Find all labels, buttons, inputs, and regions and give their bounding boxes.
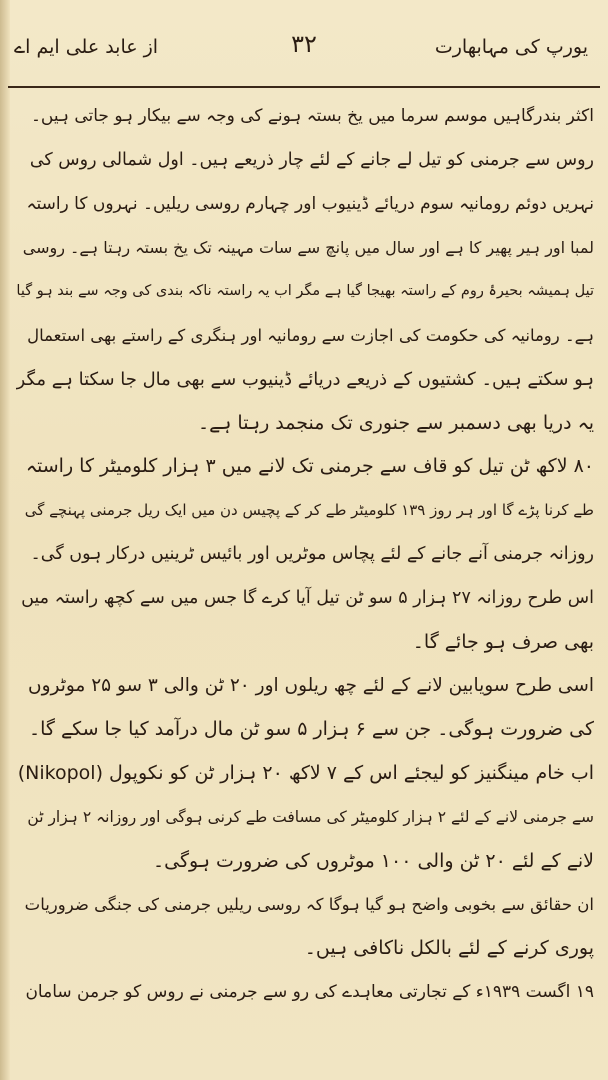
page-spine-shadow	[0, 0, 10, 1080]
text-line: تیل ہمیشہ بحیرۂ روم کے راستہ بھیجا گیا ہے مگر اب یہ راستہ ناکہ بندی کی وجہ سے بند ہو گیا	[16, 283, 594, 300]
text-line: اکثر بندرگاہیں موسم سرما میں یخ بستہ ہونے کی وجہ سے بیکار ہو جاتی ہیں۔	[30, 106, 594, 126]
header-rule	[8, 86, 600, 88]
page-number: ۳۲	[291, 30, 317, 58]
text-line: لمبا اور ہیر پھیر کا ہے اور سال میں پانچ سے سات مہینہ تک یخ بستہ رہتا ہے۔ روسی	[22, 238, 594, 258]
text-line: یہ دریا بھی دسمبر سے جنوری تک منجمد رہتا ہے۔	[197, 411, 594, 434]
text-line: نہریں دوئم رومانیہ سوم دریائے ڈینیوب اور چہارم روسی ریلیں۔ نہروں کا راستہ	[26, 193, 594, 214]
header-book-title: یورپ کی مہابھارت	[434, 36, 588, 58]
text-line: پوری کرنے کے لئے بالکل ناکافی ہیں۔	[304, 937, 594, 960]
text-line: ہو سکتے ہیں۔ کشتیوں کے ذریعے دریائے ڈینیوب سے بھی مال جا سکتا ہے مگر	[16, 368, 594, 390]
text-line: اس طرح روزانہ ۲۷ ہزار ۵ سو ٹن تیل آیا کرے گا جس میں سے کچھ راستہ میں	[21, 587, 594, 608]
running-header	[0, 30, 608, 64]
text-line: اب خام مینگنیز کو لیجئے اس کے ۷ لاکھ ۲۰ ہزار ٹن کو نکوپول (Nikopol)	[17, 761, 594, 784]
text-line: طے کرنا پڑے گا اور ہر روز ۱۳۹ کلومیٹر طے کر کے پچیس دن میں ایک ریل جرمنی پہنچے گی	[24, 501, 594, 520]
body-text	[16, 95, 594, 1015]
text-line: روس سے جرمنی کو تیل لے جانے کے لئے چار ذریعے ہیں۔ اول شمالی روس کی	[29, 149, 594, 170]
text-line: لانے کے لئے ۲۰ ٹن والی ۱۰۰ موٹروں کی ضرورت ہوگی۔	[153, 849, 594, 872]
text-line: ان حقائق سے بخوبی واضح ہو گیا ہوگا کہ روسی ریلیں جرمنی کی جنگی ضروریات	[24, 895, 594, 915]
text-line: ۱۹ اگست ۱۹۳۹ء کے تجارتی معاہدے کی رو سے جرمنی نے روس کو جرمن سامان	[25, 981, 594, 1002]
text-line: ۸۰ لاکھ ٹن تیل کو قاف سے جرمنی تک لانے میں ۳ ہزار کلومیٹر کا راستہ	[25, 455, 594, 478]
text-line: ہے۔ رومانیہ کی حکومت کی اجازت سے رومانیہ اور ہنگری کے راستے بھی استعمال	[27, 325, 594, 345]
text-line: کی ضرورت ہوگی۔ جن سے ۶ ہزار ۵ سو ٹن مال درآمد کیا جا سکے گا۔	[28, 718, 594, 741]
header-author: از عابد علی ایم اے	[14, 36, 159, 58]
text-line: اسی طرح سویابین لانے کے لئے چھ ریلوں اور ۲۰ ٹن والی ۳ سو ۲۵ موٹروں	[27, 675, 594, 697]
text-line: بھی صرف ہو جائے گا۔	[412, 630, 594, 653]
text-line: روزانہ جرمنی آنے جانے کے لئے پچاس موٹریں اور بائیس ٹرینیں درکار ہوں گی۔	[30, 543, 594, 564]
text-line: سے جرمنی لانے کے لئے ۲ ہزار کلومیٹر کی مسافت طے کرنی ہوگی اور روزانہ ۲ ہزار ٹن	[27, 807, 594, 826]
